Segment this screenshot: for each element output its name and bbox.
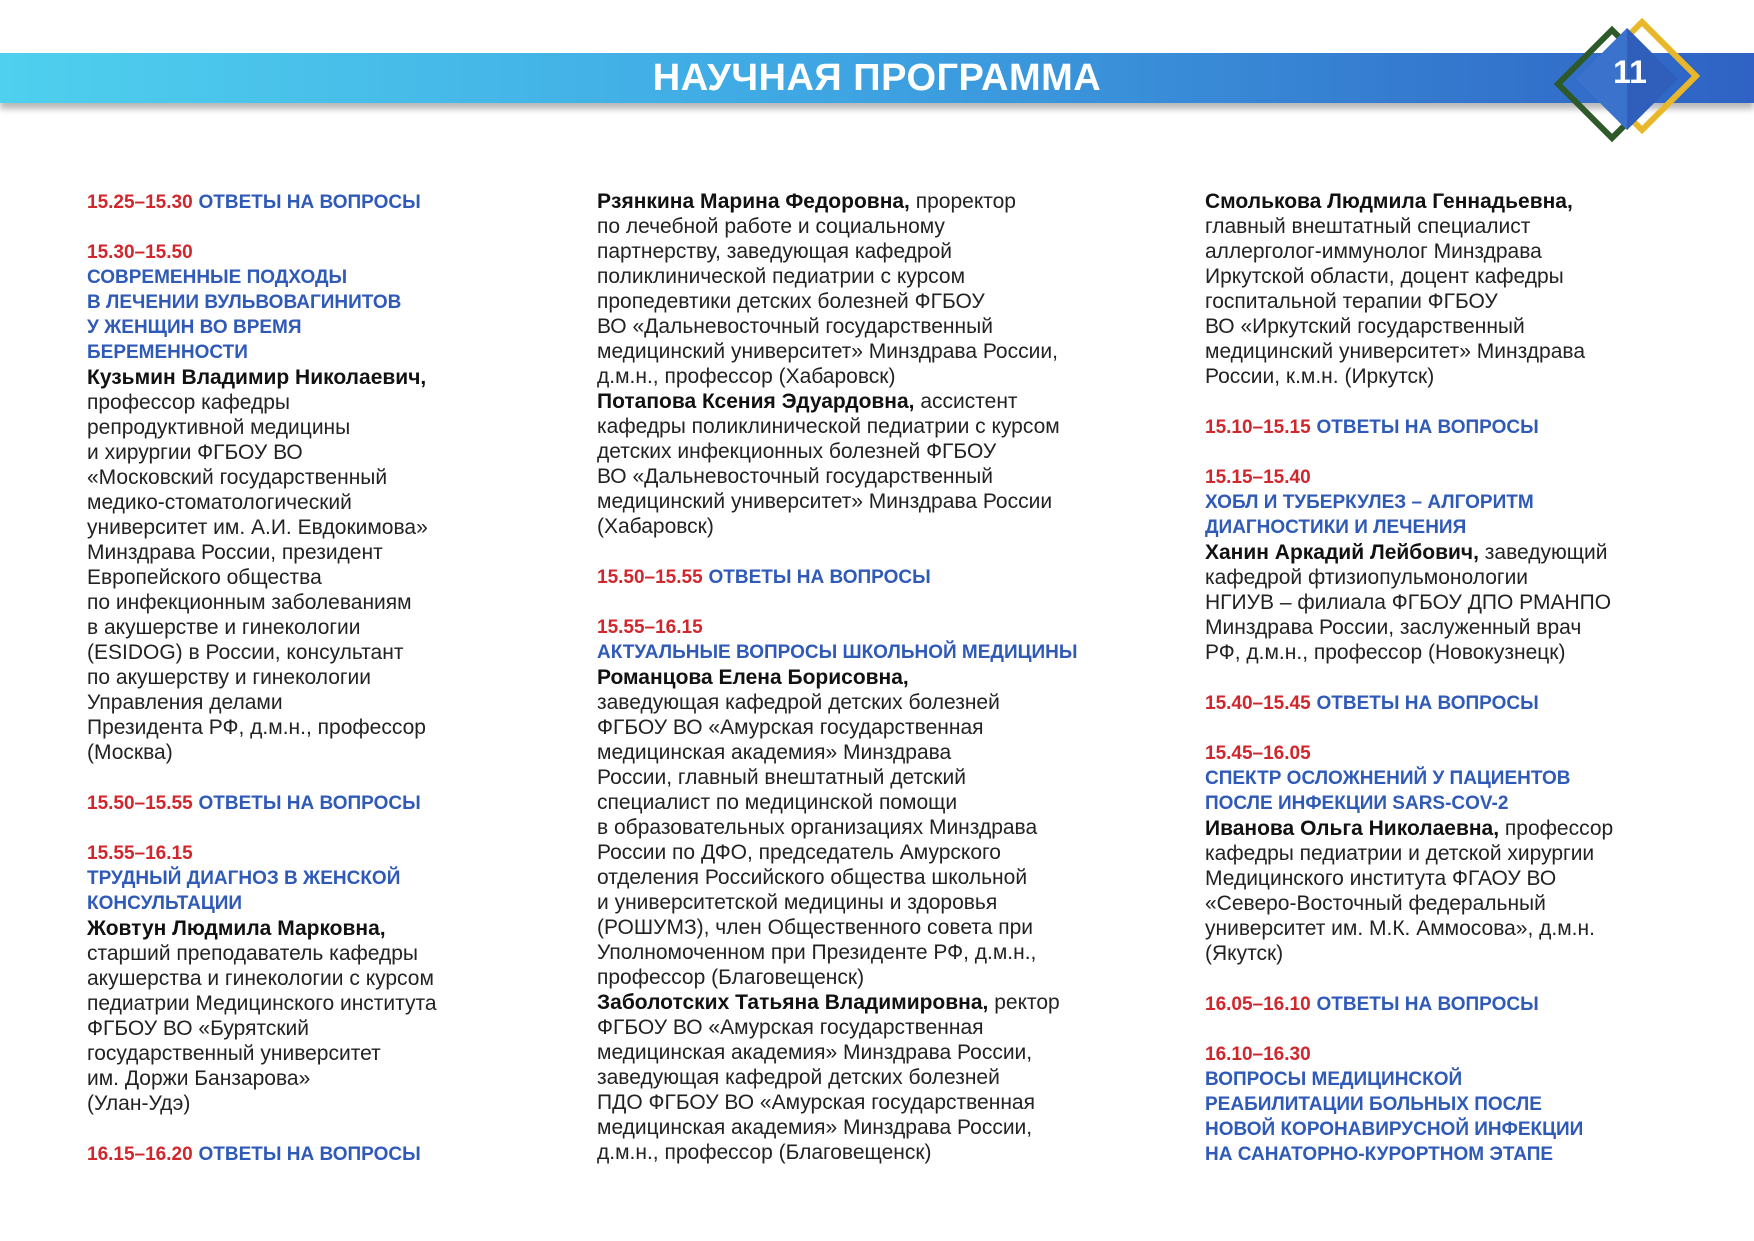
qa-line xyxy=(1205,991,1705,1017)
qa-label: ОТВЕТЫ НА ВОПРОСЫ xyxy=(1316,693,1539,714)
speaker xyxy=(87,365,537,765)
program-column-2 xyxy=(597,189,1147,1190)
qa-line xyxy=(1205,414,1705,440)
time-slot: 15.55–16.15 xyxy=(87,843,193,864)
time-slot: 15.10–15.15 xyxy=(1205,417,1311,438)
qa-label: ОТВЕТЫ НА ВОПРОСЫ xyxy=(1316,994,1539,1015)
program-column-1 xyxy=(87,189,537,1192)
time-slot: 15.30–15.50 xyxy=(87,242,193,263)
speaker-name: Кузьмин Владимир Николаевич, xyxy=(87,366,427,389)
talk-title: ХОБЛ И ТУБЕРКУЛЕЗ – АЛГОРИТМ ДИАГНОСТИКИ И ЛЕЧЕНИЯ xyxy=(1205,492,1534,538)
speaker xyxy=(597,990,1147,1165)
qa-label: ОТВЕТЫ НА ВОПРОСЫ xyxy=(198,793,421,814)
qa-line xyxy=(87,790,537,816)
speaker xyxy=(1205,540,1705,665)
qa-label: ОТВЕТЫ НА ВОПРОСЫ xyxy=(1316,417,1539,438)
speaker-affiliation: ректор ФГБОУ ВО «Амурская государственная медицинская академия» Минздрава России, заведующая кафедрой детских болезней ПДО ФГБОУ ВО «Амурская государственная медицинская академия» Минздрава России, д.м.н., профессор (Благовещенск) xyxy=(597,991,1060,1164)
qa-block xyxy=(87,1141,537,1167)
qa-block xyxy=(1205,690,1705,716)
time-slot: 15.40–15.45 xyxy=(1205,693,1311,714)
talk-title: СОВРЕМЕННЫЕ ПОДХОДЫ В ЛЕЧЕНИИ ВУЛЬВОВАГИНИТОВ У ЖЕНЩИН ВО ВРЕМЯ БЕРЕМЕННОСТИ xyxy=(87,267,402,363)
speaker xyxy=(87,916,537,1116)
speaker-affiliation: проректор по лечебной работе и социальному партнерству, заведующая кафедрой поликлинической педиатрии с курсом пропедевтики детских болезней ФГБОУ ВО «Дальневосточный государственный медицинский университет» Минздрава России, д.м.н., профессор (Хабаровск) xyxy=(597,190,1058,388)
speaker-name: Романцова Елена Борисовна, xyxy=(597,666,909,689)
time-slot: 16.05–16.10 xyxy=(1205,994,1311,1015)
program-item xyxy=(1205,1042,1705,1167)
time-slot: 15.55–16.15 xyxy=(597,617,703,638)
talk-title: СПЕКТР ОСЛОЖНЕНИЙ У ПАЦИЕНТОВ ПОСЛЕ ИНФЕКЦИИ SARS-COV-2 xyxy=(1205,768,1571,814)
time-slot: 15.50–15.55 xyxy=(87,793,193,814)
talk-title: АКТУАЛЬНЫЕ ВОПРОСЫ ШКОЛЬНОЙ МЕДИЦИНЫ xyxy=(597,642,1078,663)
speaker-name: Ханин Аркадий Лейбович, xyxy=(1205,541,1479,564)
speaker-affiliation: заведующий кафедрой фтизиопульмонологии НГИУВ – филиала ФГБОУ ДПО РМАНПО Минздрава России, заслуженный врач РФ, д.м.н., профессор (Новокузнецк) xyxy=(1205,541,1612,664)
program-item xyxy=(87,240,537,765)
qa-label: ОТВЕТЫ НА ВОПРОСЫ xyxy=(198,192,421,213)
time-slot: 15.25–15.30 xyxy=(87,192,193,213)
speaker-name: Рзянкина Марина Федоровна, xyxy=(597,190,910,213)
qa-block xyxy=(1205,991,1705,1017)
qa-line xyxy=(87,1141,537,1167)
qa-block xyxy=(87,189,537,215)
qa-label: ОТВЕТЫ НА ВОПРОСЫ xyxy=(198,1144,421,1165)
program-item xyxy=(1205,741,1705,966)
speaker xyxy=(597,665,1147,990)
time-slot: 16.15–16.20 xyxy=(87,1144,193,1165)
qa-line xyxy=(1205,690,1705,716)
speaker xyxy=(597,389,1147,539)
page-number: 11 xyxy=(1613,54,1647,90)
speaker-name: Смолькова Людмила Геннадьевна, xyxy=(1205,190,1573,213)
page-title: НАУЧНАЯ ПРОГРАММА xyxy=(652,57,1102,99)
qa-block xyxy=(597,564,1147,590)
speaker xyxy=(1205,189,1705,389)
speaker-affiliation: профессор кафедры педиатрии и детской хирургии Медицинского института ФГАОУ ВО «Северо-Восточный федеральный университет им. М.К. Аммосова», д.м.н. (Якутск) xyxy=(1205,817,1614,965)
speaker-affiliation: профессор кафедры репродуктивной медицины и хирургии ФГБОУ ВО «Московский государственный медико-стоматологический университет им. А.И. Евдокимова» Минздрава России, президент Европейского общества по инфекционным заболеваниям в акушерстве и гинекологии (ESIDOG) в России, консультант по акушерству и гинекологии Управления делами Президента РФ, д.м.н., профессор (Москва) xyxy=(87,391,428,764)
speaker-name: Потапова Ксения Эдуардовна, xyxy=(597,390,915,413)
program-column-3 xyxy=(1205,189,1705,1192)
speaker xyxy=(1205,816,1705,966)
program-item xyxy=(597,615,1147,1165)
speaker-affiliation: старший преподаватель кафедры акушерства и гинекологии с курсом педиатрии Медицинского института ФГБОУ ВО «Бурятский государственный университет им. Доржи Банзарова» (Улан-Удэ) xyxy=(87,942,437,1115)
time-slot: 15.50–15.55 xyxy=(597,567,703,588)
program-item xyxy=(1205,189,1705,389)
program-item xyxy=(87,841,537,1116)
qa-block xyxy=(87,790,537,816)
time-slot: 15.15–15.40 xyxy=(1205,467,1311,488)
qa-label: ОТВЕТЫ НА ВОПРОСЫ xyxy=(708,567,931,588)
time-slot: 15.45–16.05 xyxy=(1205,743,1311,764)
qa-block xyxy=(1205,414,1705,440)
talk-title: ТРУДНЫЙ ДИАГНОЗ В ЖЕНСКОЙ КОНСУЛЬТАЦИИ xyxy=(87,868,401,914)
speaker-affiliation: главный внештатный специалист аллерголог-иммунолог Минздрава Иркутской области, доцент кафедры госпитальной терапии ФГБОУ ВО «Иркутский государственный медицинский университет» Минздрава России, к.м.н. (Иркутск) xyxy=(1205,215,1586,388)
speaker xyxy=(597,189,1147,389)
qa-line xyxy=(87,189,537,215)
speaker-affiliation: заведующая кафедрой детских болезней ФГБОУ ВО «Амурская государственная медицинская академия» Минздрава России, главный внештатный детский специалист по медицинской помощи в образовательных организациях Минздрава России по ДФО, председатель Амурского отделения Российского общества школьной и университетской медицины и здоровья (РОШУМЗ), член Общественного совета при Уполномоченном при Президенте РФ, д.м.н., профессор (Благовещенск) xyxy=(597,691,1038,989)
time-slot: 16.10–16.30 xyxy=(1205,1044,1311,1065)
program-item xyxy=(597,189,1147,539)
speaker-name: Жовтун Людмила Марковна, xyxy=(87,917,386,940)
talk-title: ВОПРОСЫ МЕДИЦИНСКОЙ РЕАБИЛИТАЦИИ БОЛЬНЫХ ПОСЛЕ НОВОЙ КОРОНАВИРУСНОЙ ИНФЕКЦИИ НА САНАТОРНО-КУРОРТНОМ ЭТАПЕ xyxy=(1205,1069,1584,1165)
speaker-name: Заболотских Татьяна Владимировна, xyxy=(597,991,989,1014)
speaker-affiliation: ассистент кафедры поликлинической педиатрии с курсом детских инфекционных болезней ФГБОУ ВО «Дальневосточный государственный медицинский университет» Минздрава России (Хабаровск) xyxy=(597,390,1060,538)
speaker-name: Иванова Ольга Николаевна, xyxy=(1205,817,1500,840)
qa-line xyxy=(597,564,1147,590)
program-item xyxy=(1205,465,1705,665)
